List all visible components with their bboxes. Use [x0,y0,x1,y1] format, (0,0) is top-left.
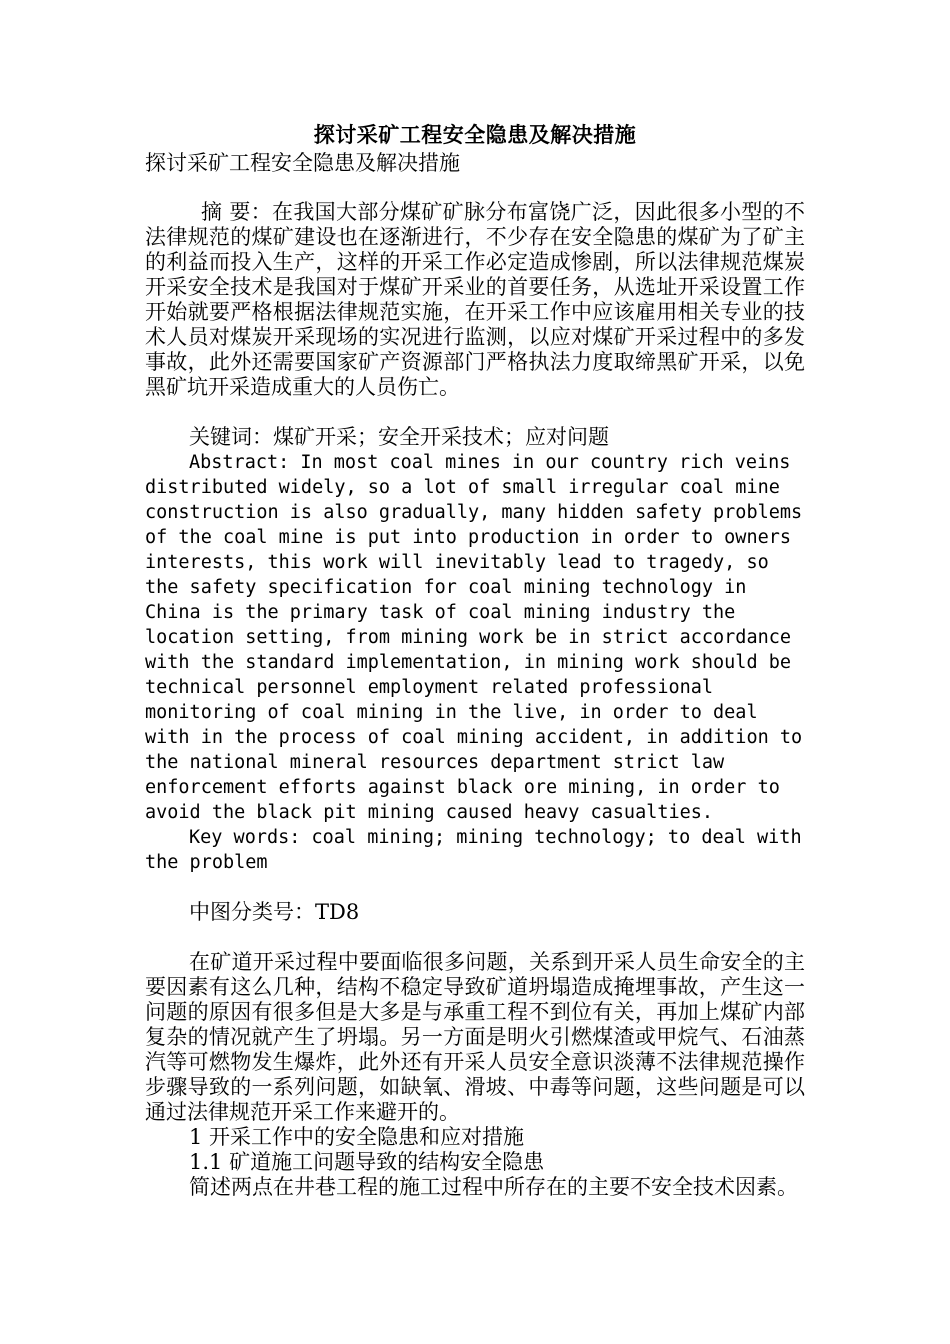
spacer [145,875,805,900]
keywords-zh: 关键词：煤矿开采；安全开采技术；应对问题 [189,425,609,449]
section-1-1-paragraph: 简述两点在井巷工程的施工过程中所存在的主要不安全技术因素。 [189,1175,798,1199]
spacer [145,400,805,425]
document-title: 探讨采矿工程安全隐患及解决措施 [313,122,637,147]
abstract-zh: 摘 要：在我国大部分煤矿矿脉分布富饶广泛，因此很多小型的不法律规范的煤矿建设也在逐渐进行，不少存在安全隐患的煤矿为了矿主的利益而投入生产，这样的开采工作必定造成惨剧，所以法律规范煤炭开采安全技术是我国对于煤矿开采业的首要任务，从选址开采设置工作开始就要严格根据法律规范实施，在开采工作中应该雇用相关专业的技术人员对煤炭开采现场的实况进行监测，以应对煤矿开采过程中的多发事故，此外还需要国家矿产资源部门严格执法力度取缔黑矿开采，以免黑矿坑开采造成重大的人员伤亡。 [145,200,805,399]
keywords-en: Key words: coal mining; mining technology; to deal with the problem [145,827,813,873]
abstract-en: Abstract: In most coal mines in our country rich veins distributed widely, so a lot of small irregular coal mine construction is also gradually, many hidden safety problems of the coal mine is put into production in order to owners interests, this work will inevitably lead to tragedy, so the safety specification for coal mining technology in China is the primary task of coal mining industry the location setting, from mining work be in strict accordance with the standard implementation, in mining work should be technical personnel employment related professional monitoring of coal mining in the live, in order to deal with in the process of coal mining accident, in addition to the national mineral resources department strict law enforcement efforts against black ore mining, in order to avoid the black pit mining caused heavy casualties. [145,452,814,823]
document-page [145,120,814,1200]
classification-number: 中图分类号：TD8 [189,900,360,924]
intro-paragraph: 在矿道开采过程中要面临很多问题，关系到开采人员生命安全的主要因素有这么几种，结构不稳定导致矿道坍塌造成掩埋事故，产生这一问题的原因有很多但是大多是与承重工程不到位有关，再加上煤矿内部复杂的情况就产生了坍塌。另一方面是明火引燃煤渣或甲烷气、石油蒸汽等可燃物发生爆炸，此外还有开采人员安全意识淡薄不法律规范操作步骤导致的一系列问题，如缺氧、滑坡、中毒等问题，这些问题是可以通过法律规范开采工作来避开的。 [145,950,805,1124]
section-heading-1: 1 开采工作中的安全隐患和应对措施 [189,1125,525,1149]
spacer [145,925,805,950]
document-subtitle: 探讨采矿工程安全隐患及解决措施 [145,151,460,175]
section-heading-1-1: 1.1 矿道施工问题导致的结构安全隐患 [189,1150,545,1174]
